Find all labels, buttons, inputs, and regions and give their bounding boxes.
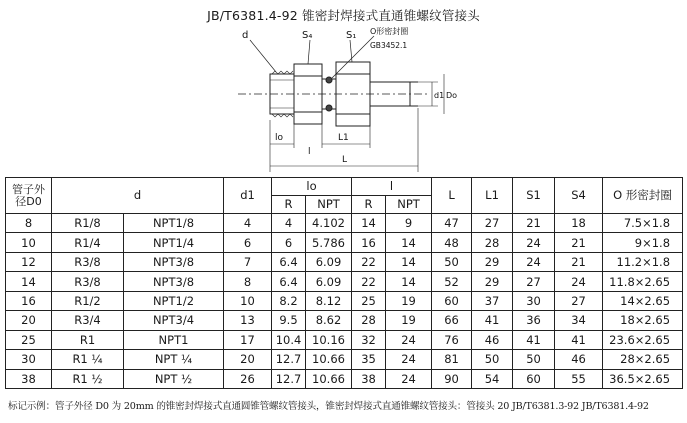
label-s4: S₄	[302, 30, 313, 41]
table-cell-d-r: R1	[52, 330, 124, 349]
table-cell-S4: 41	[555, 330, 603, 349]
table-cell-d-npt: NPT ¼	[124, 350, 224, 369]
table-cell-L1: 54	[472, 369, 513, 389]
table-row	[6, 291, 683, 310]
fitting-drawing	[228, 24, 458, 174]
table-cell-L1: 29	[472, 272, 513, 291]
table-cell-d-npt: NPT1/4	[124, 233, 224, 252]
marking-example-note: 标记示例：管子外径 D0 为 20mm 的锥密封焊接式直通圆锥管螺纹管接头，锥密封焊接式直通锥螺纹管接头：管接头 20 JB/T6381.3-92 JB/T6381.4-92	[8, 401, 649, 412]
table-cell-l0-npt: 5.786	[306, 233, 352, 252]
table-cell-d1: 17	[224, 330, 272, 349]
table-cell-L: 48	[432, 233, 472, 252]
table-cell-S4: 18	[555, 214, 603, 233]
table-cell-S1: 36	[513, 311, 555, 330]
table-cell-l-r: 14	[352, 214, 386, 233]
table-cell-S4: 34	[555, 311, 603, 330]
table-row	[6, 233, 683, 252]
table-cell-l0-r: 10.4	[272, 330, 306, 349]
table-cell-oring: 18×2.65	[603, 311, 683, 330]
label-o-ring: O形密封圈	[370, 27, 409, 36]
table-cell-d-r: R1/2	[52, 291, 124, 310]
table-cell-S1: 30	[513, 291, 555, 310]
table-cell-oring: 28×2.65	[603, 350, 683, 369]
table-cell-S1: 60	[513, 369, 555, 389]
header-S4: S4	[555, 178, 603, 214]
table-cell-d1: 7	[224, 252, 272, 271]
document-title: JB/T6381.4-92 锥密封焊接式直通锥螺纹管接头	[207, 8, 480, 23]
table-cell-l-r: 16	[352, 233, 386, 252]
table-cell-oring: 11.2×1.8	[603, 252, 683, 271]
header-S1: S1	[513, 178, 555, 214]
table-cell-L: 90	[432, 369, 472, 389]
table-cell-L: 50	[432, 252, 472, 271]
table-row	[6, 369, 683, 389]
table-cell-l0-npt: 4.102	[306, 214, 352, 233]
table-cell-d-npt: NPT3/8	[124, 252, 224, 271]
table-cell-l-r: 22	[352, 252, 386, 271]
table-cell-d0: 12	[6, 252, 52, 271]
table-cell-d-r: R1 ½	[52, 369, 124, 389]
table-cell-l0-npt: 10.66	[306, 369, 352, 389]
table-cell-oring: 7.5×1.8	[603, 214, 683, 233]
label-l1: L1	[338, 133, 349, 143]
table-cell-L: 47	[432, 214, 472, 233]
header-l0: lo	[272, 178, 352, 196]
table-cell-d-npt: NPT3/8	[124, 272, 224, 291]
label-gb: GB3452.1	[370, 41, 408, 50]
table-cell-S4: 46	[555, 350, 603, 369]
table-cell-d-npt: NPT1/2	[124, 291, 224, 310]
label-l: l	[308, 147, 311, 157]
table-cell-l0-npt: 10.16	[306, 330, 352, 349]
table-cell-L1: 29	[472, 252, 513, 271]
table-cell-d0: 10	[6, 233, 52, 252]
table-cell-l0-npt: 6.09	[306, 252, 352, 271]
table-cell-S1: 27	[513, 272, 555, 291]
table-cell-l0-r: 9.5	[272, 311, 306, 330]
table-cell-S1: 50	[513, 350, 555, 369]
table-cell-l-r: 38	[352, 369, 386, 389]
table-cell-l-r: 22	[352, 272, 386, 291]
table-row	[6, 214, 683, 233]
table-cell-L1: 46	[472, 330, 513, 349]
table-cell-d-npt: NPT ½	[124, 369, 224, 389]
table-cell-l0-npt: 6.09	[306, 272, 352, 291]
table-cell-L: 76	[432, 330, 472, 349]
table-cell-d-r: R3/8	[52, 272, 124, 291]
table-cell-l-npt: 14	[386, 252, 432, 271]
table-cell-l-npt: 19	[386, 291, 432, 310]
table-cell-d1: 6	[224, 233, 272, 252]
table-cell-L1: 50	[472, 350, 513, 369]
table-cell-L: 60	[432, 291, 472, 310]
header-l-npt: NPT	[386, 196, 432, 214]
table-cell-L1: 28	[472, 233, 513, 252]
header-l-r: R	[352, 196, 386, 214]
table-cell-oring: 36.5×2.65	[603, 369, 683, 389]
table-cell-d1: 13	[224, 311, 272, 330]
table-cell-d-r: R1/4	[52, 233, 124, 252]
table-cell-d1: 20	[224, 350, 272, 369]
table-cell-d1: 26	[224, 369, 272, 389]
table-cell-oring: 23.6×2.65	[603, 330, 683, 349]
table-cell-L1: 37	[472, 291, 513, 310]
header-pipe-od: 管子外径D0	[6, 178, 52, 214]
table-cell-S4: 21	[555, 233, 603, 252]
table-cell-d-r: R1/8	[52, 214, 124, 233]
table-cell-l-r: 25	[352, 291, 386, 310]
table-cell-l0-r: 12.7	[272, 369, 306, 389]
table-cell-d0: 38	[6, 369, 52, 389]
table-cell-S4: 27	[555, 291, 603, 310]
table-cell-d0: 20	[6, 311, 52, 330]
header-o-ring: O 形密封圈	[603, 178, 683, 214]
label-d1: d1	[434, 91, 445, 100]
spec-table-body	[6, 214, 683, 389]
table-cell-d1: 4	[224, 214, 272, 233]
table-row	[6, 350, 683, 369]
table-cell-d-npt: NPT1/8	[124, 214, 224, 233]
table-cell-l0-r: 4	[272, 214, 306, 233]
table-cell-S1: 21	[513, 214, 555, 233]
table-cell-S4: 55	[555, 369, 603, 389]
table-cell-d1: 10	[224, 291, 272, 310]
header-l: l	[352, 178, 432, 196]
table-cell-l-r: 35	[352, 350, 386, 369]
header-d1: d1	[224, 178, 272, 214]
table-cell-d-r: R1 ¼	[52, 350, 124, 369]
table-cell-oring: 11.8×2.65	[603, 272, 683, 291]
table-cell-l-npt: 24	[386, 330, 432, 349]
table-cell-l0-npt: 8.62	[306, 311, 352, 330]
table-cell-l-r: 28	[352, 311, 386, 330]
header-l0-r: R	[272, 196, 306, 214]
table-row	[6, 311, 683, 330]
table-cell-d1: 8	[224, 272, 272, 291]
table-cell-L1: 27	[472, 214, 513, 233]
table-cell-S4: 21	[555, 252, 603, 271]
table-cell-d-npt: NPT3/4	[124, 311, 224, 330]
table-cell-S4: 24	[555, 272, 603, 291]
label-s1: S₁	[346, 30, 357, 41]
spec-table	[5, 177, 683, 389]
table-cell-L: 81	[432, 350, 472, 369]
table-row	[6, 272, 683, 291]
table-cell-d-r: R3/8	[52, 252, 124, 271]
table-cell-l0-r: 6.4	[272, 272, 306, 291]
table-cell-d0: 8	[6, 214, 52, 233]
table-cell-l0-npt: 8.12	[306, 291, 352, 310]
header-d: d	[52, 178, 224, 214]
table-cell-l0-r: 8.2	[272, 291, 306, 310]
label-l0: lo	[275, 133, 284, 143]
header-l0-npt: NPT	[306, 196, 352, 214]
table-cell-L: 52	[432, 272, 472, 291]
table-cell-L1: 41	[472, 311, 513, 330]
table-cell-S1: 24	[513, 252, 555, 271]
table-cell-l-r: 32	[352, 330, 386, 349]
table-cell-l0-r: 12.7	[272, 350, 306, 369]
table-cell-S1: 41	[513, 330, 555, 349]
label-d0: Do	[446, 91, 458, 100]
table-cell-L: 66	[432, 311, 472, 330]
table-cell-l0-npt: 10.66	[306, 350, 352, 369]
header-L: L	[432, 178, 472, 214]
table-cell-l-npt: 14	[386, 272, 432, 291]
table-cell-d-npt: NPT1	[124, 330, 224, 349]
table-cell-oring: 14×2.65	[603, 291, 683, 310]
table-cell-l0-r: 6	[272, 233, 306, 252]
table-cell-d-r: R3/4	[52, 311, 124, 330]
header-L1: L1	[472, 178, 513, 214]
table-cell-d0: 16	[6, 291, 52, 310]
table-cell-d0: 25	[6, 330, 52, 349]
table-cell-l-npt: 9	[386, 214, 432, 233]
table-cell-l-npt: 24	[386, 369, 432, 389]
table-cell-S1: 24	[513, 233, 555, 252]
table-cell-d0: 14	[6, 272, 52, 291]
table-cell-d0: 30	[6, 350, 52, 369]
table-row	[6, 330, 683, 349]
label-L: L	[342, 155, 348, 165]
table-cell-oring: 9×1.8	[603, 233, 683, 252]
table-cell-l-npt: 14	[386, 233, 432, 252]
table-cell-l-npt: 19	[386, 311, 432, 330]
table-cell-l-npt: 24	[386, 350, 432, 369]
label-d: d	[242, 30, 249, 41]
table-cell-l0-r: 6.4	[272, 252, 306, 271]
table-row	[6, 252, 683, 271]
